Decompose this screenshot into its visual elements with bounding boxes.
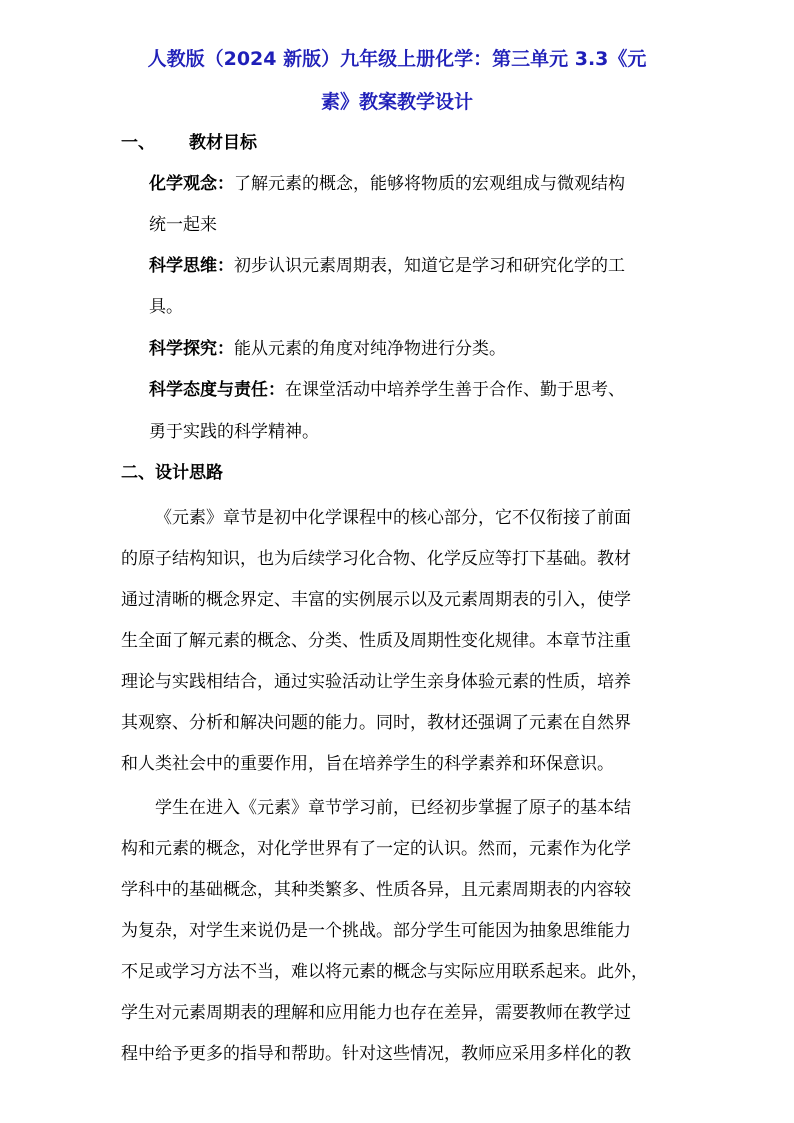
paragraph-2-line: 为复杂，对学生来说仍是一个挑战。部分学生可能因为抽象思维能力	[121, 921, 631, 941]
objective-chem-concept-line-2: 统一起来	[149, 215, 217, 235]
paragraph-2-line: 学生在进入《元素》章节学习前，已经初步掌握了原子的基本结	[155, 798, 631, 818]
paragraph-1-line: 生全面了解元素的概念、分类、性质及周期性变化规律。本章节注重	[121, 631, 631, 651]
objective-text: 了解元素的概念，能够将物质的宏观组成与微观结构	[234, 174, 625, 194]
objective-sci-thinking-line-2: 具。	[149, 297, 183, 317]
section-1-heading	[121, 135, 257, 152]
paragraph-1-line: 其观察、分析和解决问题的能力。同时，教材还强调了元素在自然界	[121, 713, 631, 733]
paragraph-2-line: 不足或学习方法不当，难以将元素的概念与实际应用联系起来。此外，	[121, 962, 648, 982]
objective-attitude-line-2: 勇于实践的科学精神。	[149, 422, 319, 442]
objective-text: 初步认识元素周期表，知道它是学习和研究化学的工	[234, 256, 625, 276]
paragraph-2-line: 构和元素的概念，对化学世界有了一定的认识。然而，元素作为化学	[121, 839, 631, 859]
objective-label: 科学态度与责任：	[149, 380, 285, 400]
paragraph-1-line: 通过清晰的概念界定、丰富的实例展示以及元素周期表的引入，使学	[121, 590, 631, 610]
section-1-title: 教材目标	[189, 133, 257, 153]
document-title-line-2: 素》教案教学设计	[320, 91, 473, 113]
paragraph-1-line: 《元素》章节是初中化学课程中的核心部分，它不仅衔接了前面	[155, 508, 631, 528]
objective-label: 化学观念：	[149, 174, 234, 194]
paragraph-1-line: 的原子结构知识，也为后续学习化合物、化学反应等打下基础。教材	[121, 549, 631, 569]
objective-label: 科学探究：	[149, 339, 234, 359]
section-2-heading: 二、设计思路	[121, 463, 223, 483]
objective-sci-thinking-line-1	[149, 258, 625, 275]
objective-text: 能从元素的角度对纯净物进行分类。	[234, 339, 506, 359]
paragraph-1-line: 和人类社会中的重要作用，旨在培养学生的科学素养和环保意识。	[121, 754, 614, 774]
paragraph-2-line: 学科中的基础概念，其种类繁多、性质各异，且元素周期表的内容较	[121, 880, 631, 900]
objective-attitude-line-1	[149, 382, 625, 399]
objective-text: 在课堂活动中培养学生善于合作、勤于思考、	[285, 380, 625, 400]
paragraph-2-line: 程中给予更多的指导和帮助。针对这些情况，教师应采用多样化的教	[121, 1044, 631, 1064]
document-title-line-1: 人教版（2024 新版）九年级上册化学：第三单元 3.3《元	[147, 48, 647, 70]
section-1-number: 一、	[121, 133, 155, 153]
paragraph-2-line: 学生对元素周期表的理解和应用能力也存在差异，需要教师在教学过	[121, 1003, 631, 1023]
paragraph-1-line: 理论与实践相结合，通过实验活动让学生亲身体验元素的性质，培养	[121, 672, 631, 692]
objective-label: 科学思维：	[149, 256, 234, 276]
objective-chem-concept-line-1	[149, 176, 625, 193]
objective-sci-inquiry-line-1	[149, 341, 506, 358]
